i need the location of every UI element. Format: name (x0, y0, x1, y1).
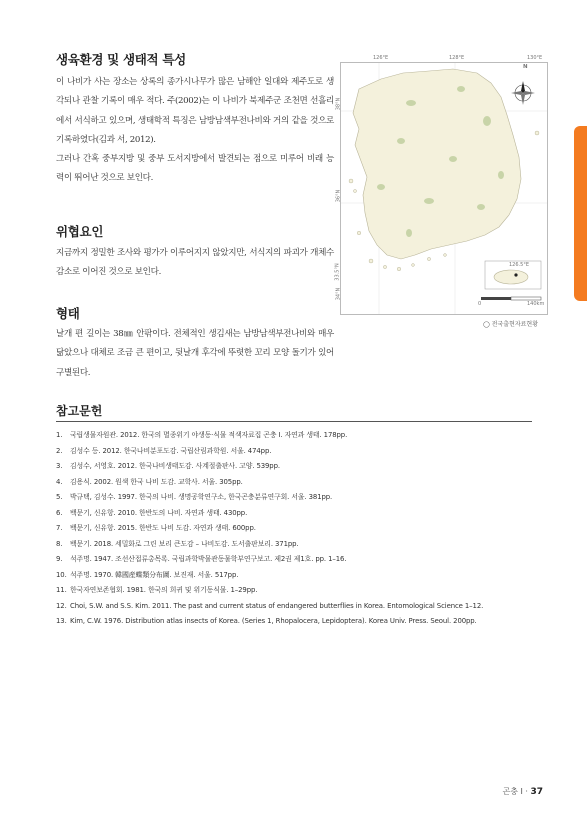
scale-zero-label: 0 (478, 301, 482, 307)
reference-text: 석주명. 1970. 韓國産蝶類分布圖. 보진재. 서울. 517pp. (70, 570, 239, 579)
reference-number: 11. (56, 586, 67, 594)
distribution-map (334, 55, 548, 315)
reference-item (56, 583, 532, 599)
reference-text: 박규택, 김성수. 1997. 한국의 나비. 생명공학연구소, 한국곤충분류연구회. 서울. 381pp. (70, 493, 333, 501)
reference-number: 6. (56, 508, 63, 517)
footer-dot: · (525, 787, 528, 796)
lat-label-34: 34°N (335, 287, 342, 301)
reference-item (56, 614, 532, 630)
lat-label-36: 36°N (335, 189, 342, 203)
reference-text: Choi, S.W. and S.S. Kim. 2011. The past and current status of endangered butterflies in Korea. Entomological Science 1–12. (70, 601, 484, 610)
chapter-tab (574, 126, 587, 301)
korea-map-svg (341, 63, 547, 314)
reference-item (56, 428, 532, 444)
reference-number: 12. (56, 601, 67, 610)
reference-text: 백문기, 신유항. 2015. 한반도 나비 도감. 자연과 생태. 600pp. (70, 524, 256, 532)
scale-max-label: 140km (527, 301, 545, 307)
reference-number: 7. (56, 524, 63, 532)
references-heading: 참고문헌 (56, 404, 103, 418)
lon-label-128: 128°E (449, 55, 465, 61)
reference-number: 4. (56, 477, 63, 486)
north-arrow-icon (511, 81, 535, 105)
inset-lon-label: 126.5°E (509, 262, 529, 268)
reference-number: 5. (56, 493, 63, 501)
page-footer (502, 786, 543, 797)
north-label: N (523, 64, 528, 70)
reference-item (56, 537, 532, 553)
reference-text: 김성수, 서영호. 2012. 한국나비생태도감. 사계절출판사. 고양. 539pp. (70, 462, 280, 470)
reference-text: 국립생물자원관. 2012. 한국의 멸종위기 야생동·식물 적색자료집 곤충 I. 자연과 생태. 178pp. (70, 431, 348, 439)
reference-text: Kim, C.W. 1976. Distribution atlas insects of Korea. (Series 1, Rhopalocera, Lepidoptera). Korea Univ. Press. Seoul. 200pp. (70, 617, 477, 625)
reference-number: 9. (56, 555, 63, 563)
occurrence-point (514, 273, 517, 276)
map-caption (483, 319, 538, 328)
threats-heading: 위협요인 (56, 224, 104, 239)
threats-paragraph: 지금까지 정밀한 조사와 평가가 이루어지지 않았지만, 서식지의 파괴가 개체수 감소로 이어진 것으로 보인다. (56, 248, 334, 278)
habitat-heading: 생육환경 및 생태적 특성 (56, 52, 186, 67)
reference-text: 백문기, 신유항. 2010. 한반도의 나비. 자연과 생태. 430pp. (70, 508, 248, 517)
references-list (56, 428, 532, 630)
reference-text: 김용식. 2002. 원색 한국 나비 도감. 교학사. 서울. 305pp. (70, 477, 243, 486)
reference-number: 13. (56, 617, 67, 625)
reference-item (56, 444, 532, 460)
scale-bar (481, 297, 541, 300)
reference-text: 백문기. 2018. 세밀화로 그린 보리 큰도감 – 나비도감. 도서출판보리. 371pp. (70, 539, 299, 548)
reference-item (56, 506, 532, 522)
jeju-island (494, 270, 528, 284)
korea-landmass (353, 69, 521, 259)
reference-number: 3. (56, 462, 63, 470)
lat-label-33-5: 33.5°N (334, 263, 341, 281)
lat-label-38: 38°N (335, 97, 342, 111)
reference-number: 8. (56, 539, 63, 548)
habitat-body (56, 73, 334, 189)
habitat-paragraph-1: 이 나비가 사는 장소는 상록의 종가시나무가 많은 남해안 일대와 제주도로 생각되나 관찰 기록이 매우 적다. 주(2002)는 이 나비가 북제주군 조천면 선흘리에서 서식하고 있으며, 생태학적 특징은 남방남색부전나비와 거의 같을 것으로 기록하였다(김과 서, 2012). (56, 77, 334, 145)
reference-number: 2. (56, 446, 63, 455)
reference-text: 김성수 등. 2012. 한국나비분포도감. 국립산림과학원. 서울. 474pp. (70, 446, 272, 455)
morphology-heading: 형태 (56, 306, 80, 321)
reference-item (56, 568, 532, 584)
reference-item (56, 599, 532, 615)
references-divider (56, 421, 532, 422)
reference-item (56, 459, 532, 475)
reference-number: 1. (56, 431, 63, 439)
habitat-paragraph-2: 그러나 간혹 중부지방 및 중부 도서지방에서 발견되는 점으로 미루어 비래 능력이 뛰어난 것으로 보인다. (56, 154, 334, 184)
reference-item (56, 475, 532, 491)
map-legend-icon: ◯ (483, 321, 490, 328)
reference-item (56, 552, 532, 568)
map-caption-text: 전국출현자료현황 (491, 321, 539, 328)
page-number: 37 (530, 787, 543, 797)
reference-text: 석주명. 1947. 조선산접류총목록. 국립과학박물관동물학부연구보고. 제2권 제1호. pp. 1–16. (70, 555, 347, 563)
reference-item (56, 490, 532, 506)
reference-number: 10. (56, 570, 67, 579)
morphology-paragraph: 날개 편 길이는 38㎜ 안팎이다. 전체적인 생김새는 남방남색부전나비와 매우 닮았으나 대체로 조금 큰 편이고, 뒷날개 후각에 뚜렷한 꼬리 모양 돌기가 있어 구별된다. (56, 329, 334, 378)
footer-section: 곤충 I (502, 787, 523, 796)
reference-text: 한국자연보존협회. 1981. 한국의 희귀 및 위기동식물. 1–29pp. (70, 586, 258, 594)
reference-item (56, 521, 532, 537)
lon-label-126: 126°E (373, 55, 389, 61)
lon-label-130: 130°E (527, 55, 543, 61)
